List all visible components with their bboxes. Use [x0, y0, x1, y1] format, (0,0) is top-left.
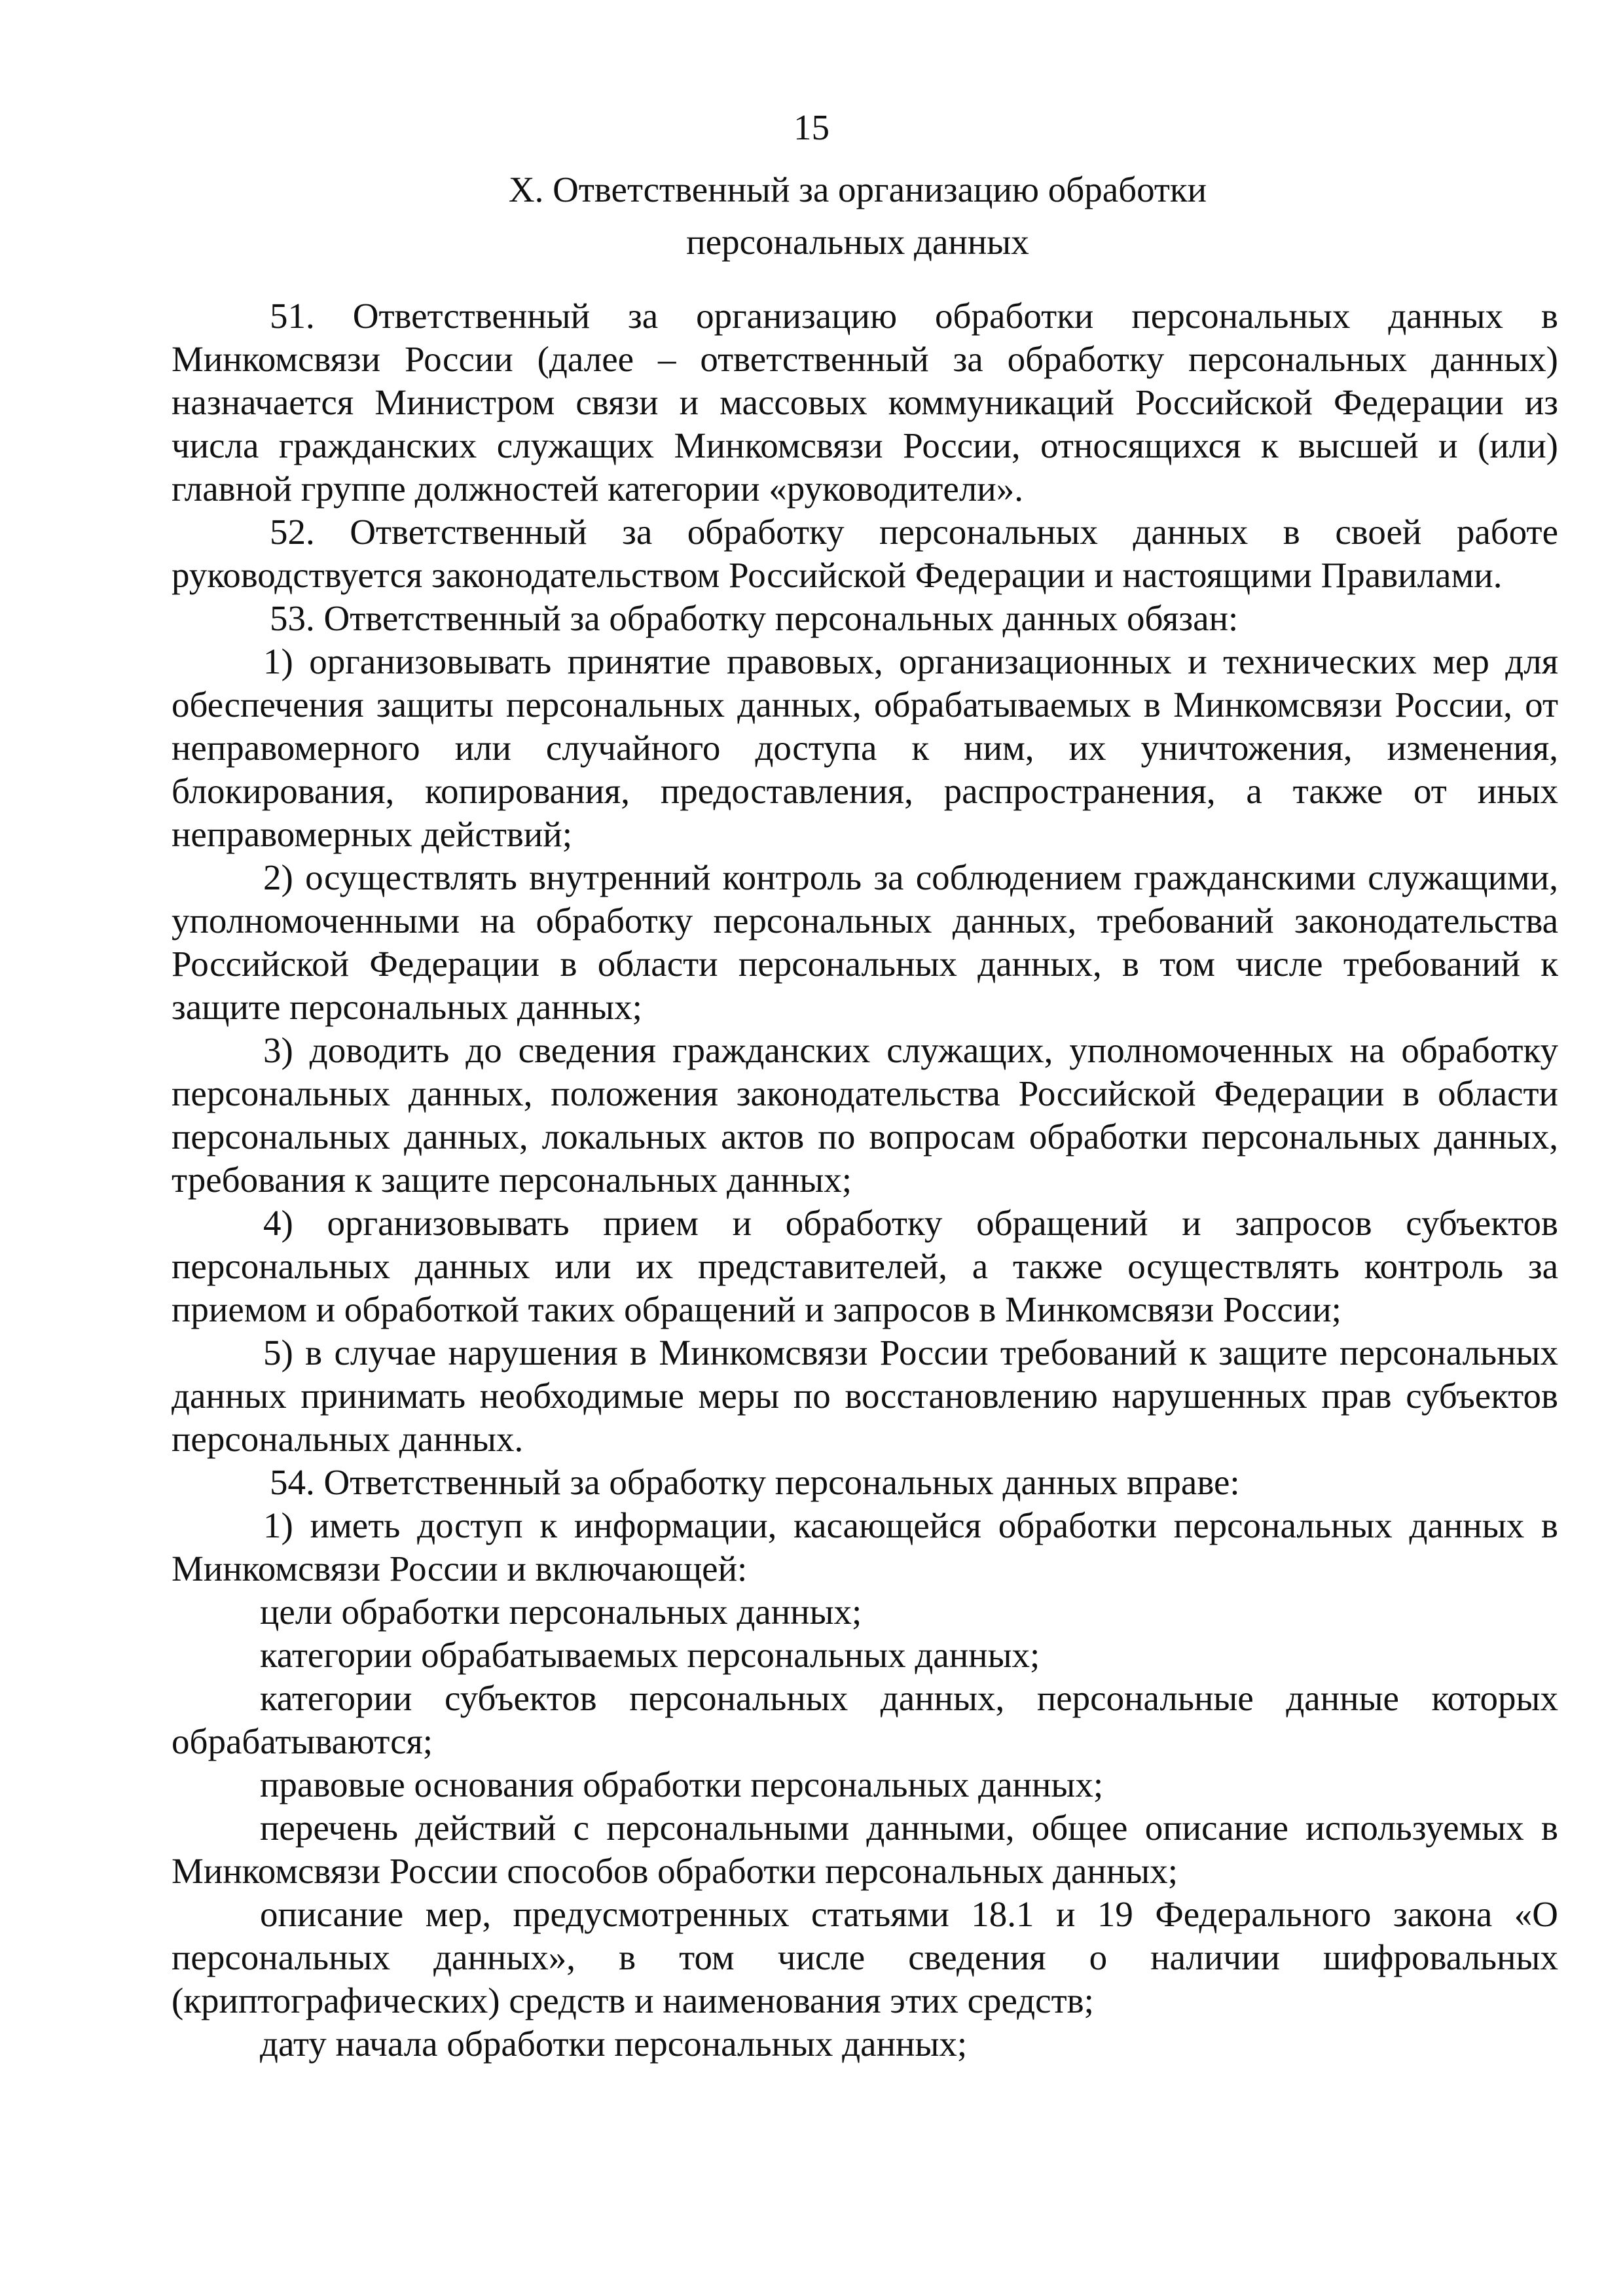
- paragraph-53-item-1: 1) организовывать принятие правовых, организационных и технических мер для обеспечения защиты персональных данных, обрабатываемых в Минкомсвязи России, от неправомерного или случайного доступа к ним, их уничтожения, изменения, блокирования, копирования, предоставления, распространения, а также от иных неправомерных действий;: [172, 641, 1558, 854]
- section-title-line-2: персональных данных: [686, 222, 1029, 262]
- section-title-line-1: X. Ответственный за организацию обработки: [508, 170, 1207, 209]
- section-title: [170, 164, 1545, 268]
- paragraph-53-item-4: 4) организовывать прием и обработку обращений и запросов субъектов персональных данных или их представителей, а также осуществлять контроль за приемом и обработкой таких обращений и запросов в Минкомсвязи России;: [172, 1203, 1558, 1329]
- paragraph-53-item-5: 5) в случае нарушения в Минкомсвязи России требований к защите персональных данных принимать необходимые меры по восстановлению нарушенных прав субъектов персональных данных.: [172, 1333, 1558, 1459]
- document-body: [172, 295, 1558, 2066]
- list-item-security-measures: описание мер, предусмотренных статьями 18.1 и 19 Федерального закона «О персональных данных», в том числе сведения о наличии шифровальных (криптографических) средств и наименования этих средств;: [172, 1894, 1558, 2020]
- paragraph-54-item-1: 1) иметь доступ к информации, касающейся обработки персональных данных в Минкомсвязи России и включающей:: [172, 1505, 1558, 1588]
- paragraph-53-item-2: 2) осуществлять внутренний контроль за соблюдением гражданскими служащими, уполномоченными на обработку персональных данных, требований законодательства Российской Федерации в области персональных данных, в том числе требований к защите персональных данных;: [172, 857, 1558, 1027]
- list-item-subject-categories: категории субъектов персональных данных, персональные данные которых обрабатываются;: [172, 1678, 1558, 1761]
- page-number: 15: [793, 107, 830, 147]
- list-item-legal-grounds: правовые основания обработки персональных данных;: [260, 1765, 1104, 1804]
- list-item-processing-goals: цели обработки персональных данных;: [260, 1592, 862, 1632]
- list-item-start-date: дату начала обработки персональных данных;: [260, 2024, 968, 2064]
- list-item-data-categories: категории обрабатываемых персональных данных;: [260, 1635, 1040, 1675]
- paragraph-52: 52. Ответственный за обработку персональных данных в своей работе руководствуется законодательством Российской Федерации и настоящими Правилами.: [172, 512, 1558, 595]
- list-item-actions-list: перечень действий с персональными данными, общее описание используемых в Минкомсвязи России способов обработки персональных данных;: [172, 1808, 1558, 1891]
- paragraph-51: 51. Ответственный за организацию обработки персональных данных в Минкомсвязи России (далее – ответственный за обработку персональных данных) назначается Министром связи и массовых коммуникаций Российской Федерации из числа гражданских служащих Минкомсвязи России, относящихся к высшей и (или) главной группе должностей категории «руководители».: [172, 296, 1558, 509]
- paragraph-54: 54. Ответственный за обработку персональных данных вправе:: [270, 1462, 1240, 1502]
- paragraph-53: 53. Ответственный за обработку персональных данных обязан:: [270, 598, 1239, 638]
- paragraph-53-item-3: 3) доводить до сведения гражданских служащих, уполномоченных на обработку персональных данных, положения законодательства Российской Федерации в области персональных данных, локальных актов по вопросам обработки персональных данных, требования к защите персональных данных;: [172, 1030, 1558, 1200]
